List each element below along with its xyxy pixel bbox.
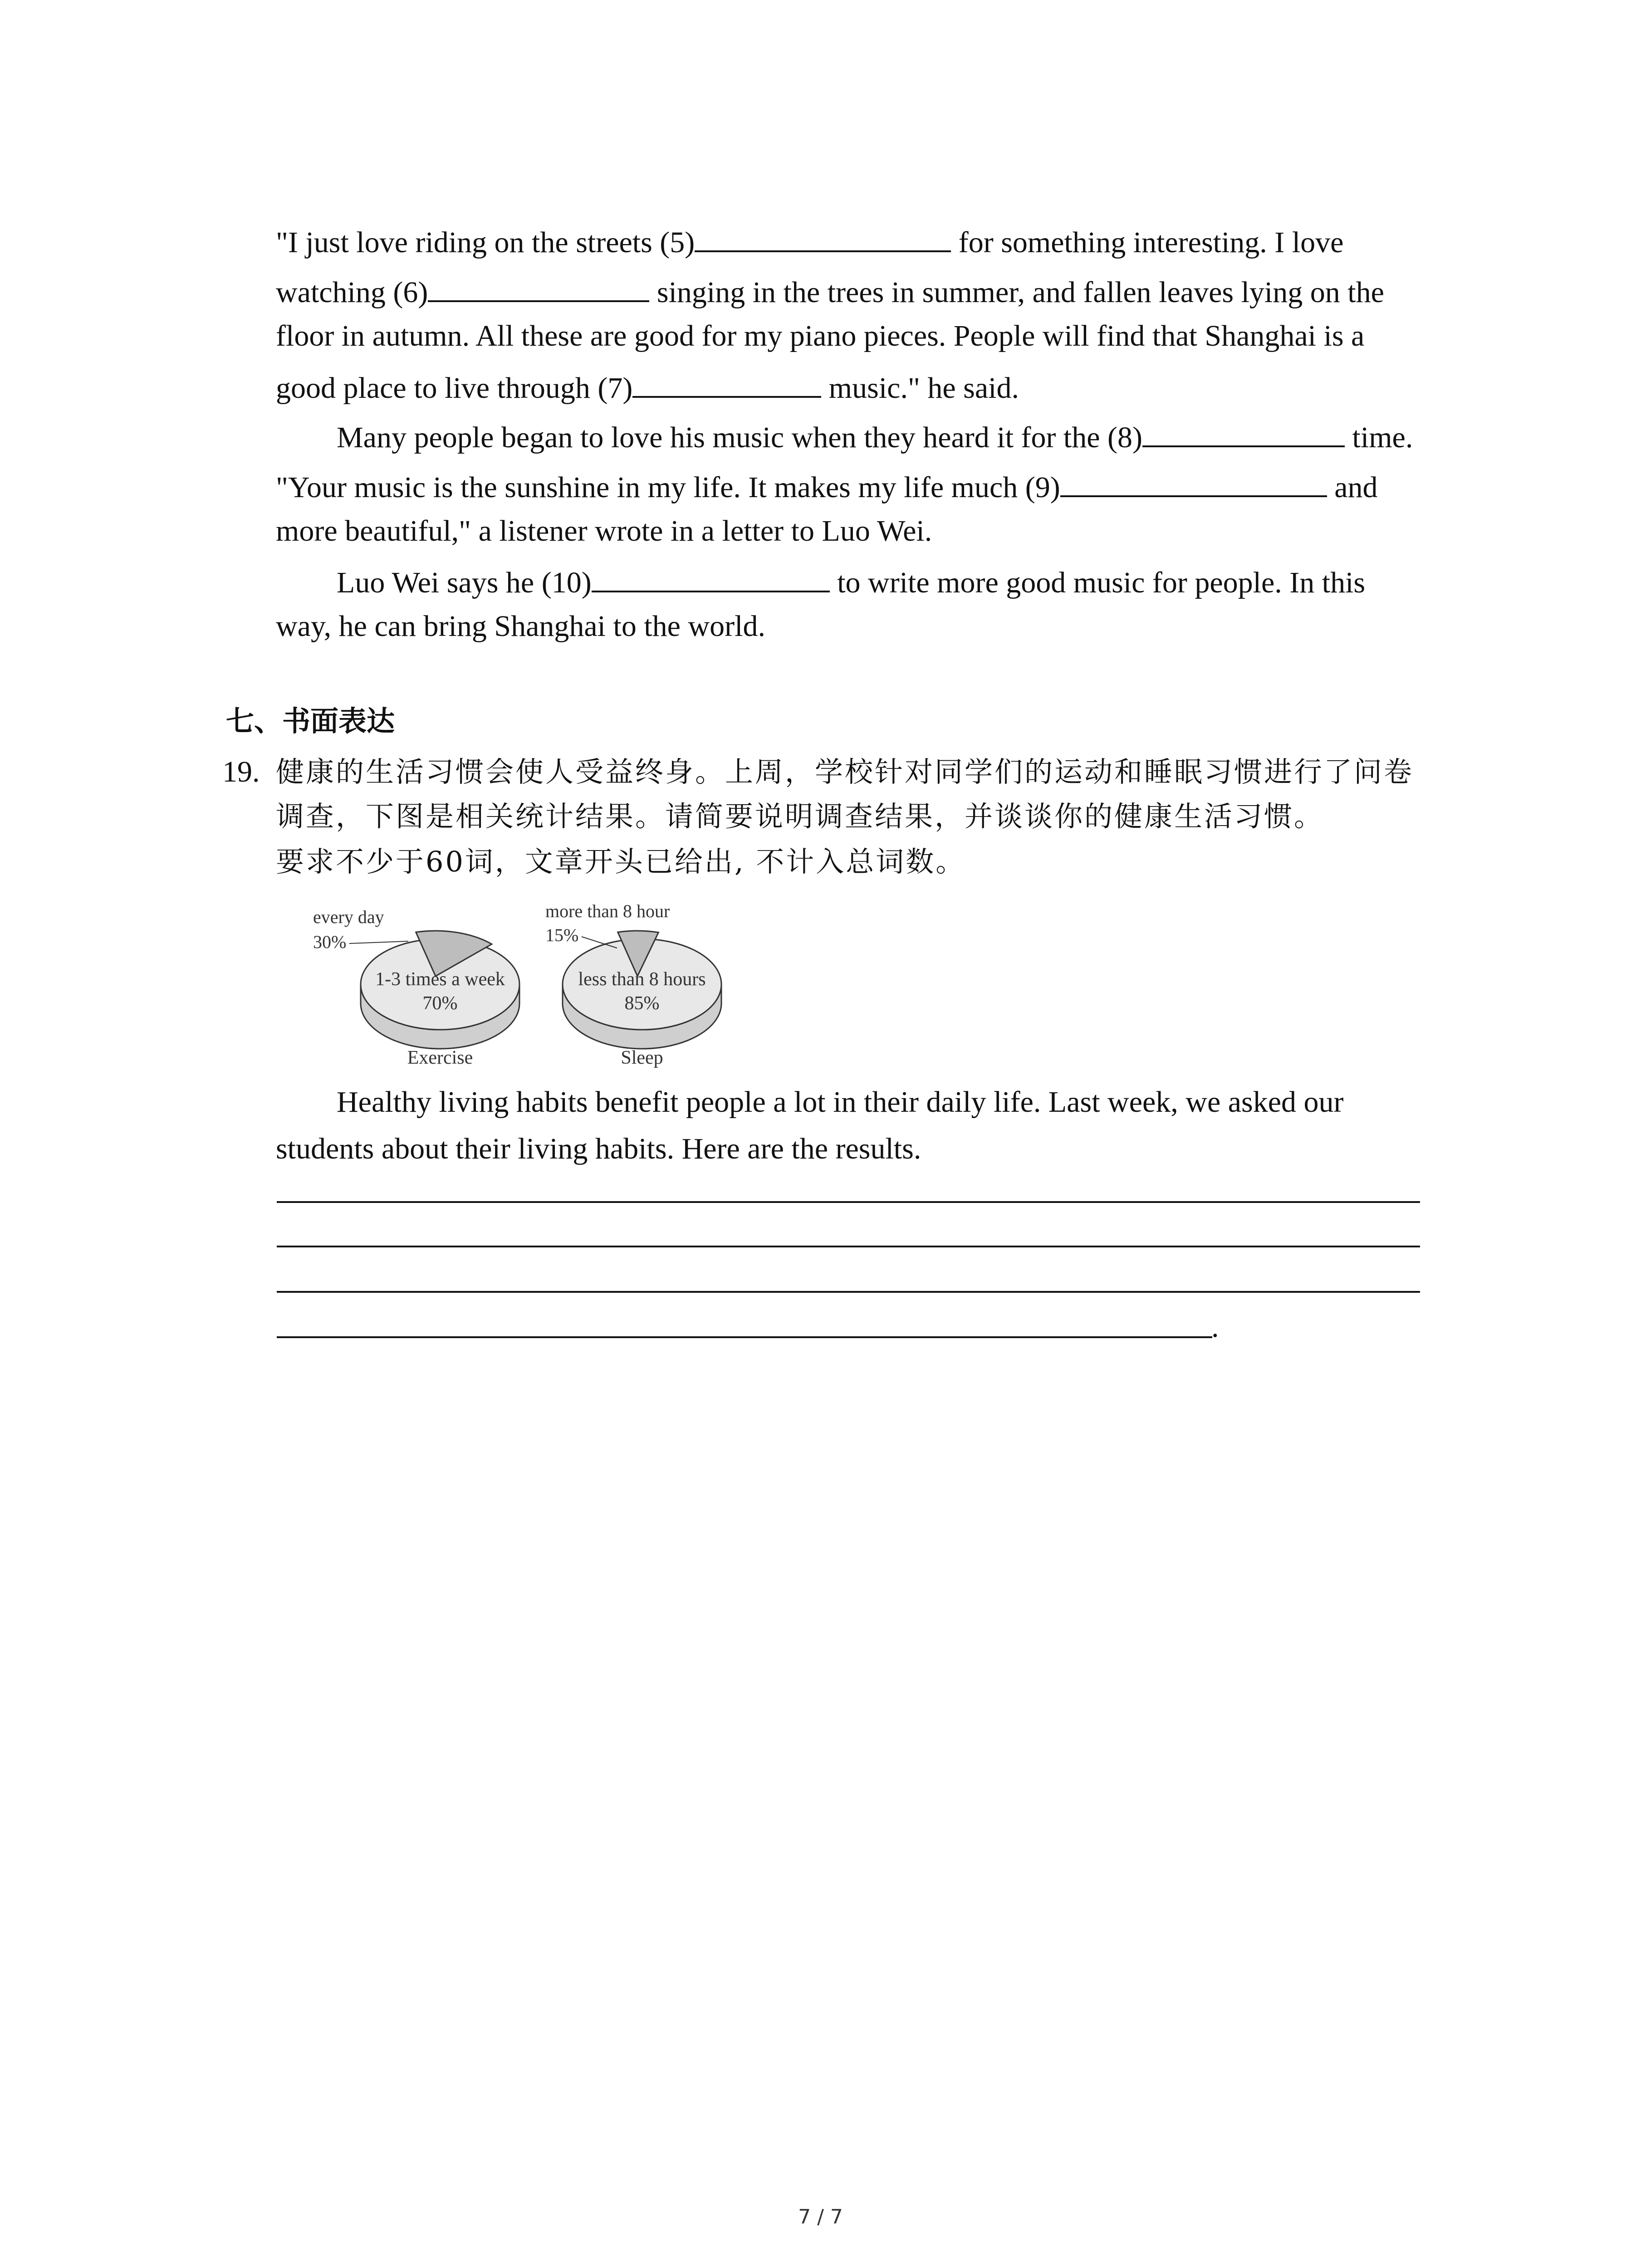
writing-line-3[interactable] [277, 1291, 1420, 1293]
question-prompt-line-3: 要求不少于60词，文章开头已给出, 不计入总词数。 [276, 845, 966, 878]
passage-text: and [1334, 471, 1378, 504]
writing-end-period: . [1211, 1310, 1219, 1344]
pie-major-value: 85% [624, 993, 660, 1014]
passage-text: music." he said. [828, 371, 1019, 405]
blank-7[interactable] [632, 364, 821, 398]
sleep-pie-chart [545, 901, 721, 1068]
blank-10[interactable] [592, 559, 830, 592]
essay-intro-line-2: students about their living habits. Here are the results. [276, 1132, 921, 1165]
pie-minor-label: every day [313, 907, 384, 927]
pie-major-value: 70% [422, 993, 458, 1014]
passage-text: time. [1352, 421, 1413, 454]
page-number: 7 / 7 [798, 2205, 843, 2229]
question-prompt-line-1: 健康的生活习惯会使人受益终身。上周，学校针对同学们的运动和睡眠习惯进行了问卷 [276, 755, 1414, 788]
pie-major-label: 1-3 times a week [375, 969, 505, 990]
passage-text: Luo Wei says he (10) [337, 566, 592, 599]
passage-text: way, he can bring Shanghai to the world. [276, 610, 765, 643]
passage-text: "I just love riding on the streets (5) [276, 226, 695, 259]
passage-text: floor in autumn. All these are good for my piano pieces. People will find that Shanghai is a [276, 319, 1365, 352]
passage-text: "Your music is the sunshine in my life. It makes my life much (9) [276, 471, 1060, 504]
passage-line-3 [276, 316, 1364, 357]
passage-text: more beautiful," a listener wrote in a letter to Luo Wei. [276, 514, 932, 547]
section-heading: 七、书面表达 [226, 704, 395, 738]
passage-text: good place to live through (7) [276, 371, 633, 405]
blank-9[interactable] [1060, 464, 1327, 497]
essay-intro-line-1: Healthy living habits benefit people a lot in their daily life. Last week, we asked our [337, 1085, 1344, 1119]
passage-text: watching (6) [276, 276, 428, 309]
question-number: 19. [222, 755, 260, 788]
blank-8[interactable] [1142, 414, 1345, 447]
passage-line-9 [276, 606, 765, 647]
exercise-pie-chart [313, 907, 519, 1068]
passage-line-8 [337, 559, 1365, 603]
passage-text: for something interesting. I love [958, 226, 1344, 259]
writing-line-1[interactable] [277, 1201, 1420, 1203]
passage-text: to write more good music for people. In this [837, 566, 1366, 599]
blank-5[interactable] [695, 219, 951, 252]
pie-minor-label: more than 8 hour [545, 901, 670, 921]
passage-line-4 [276, 364, 1019, 409]
leader-line [349, 941, 408, 943]
pie-major-label: less than 8 hours [578, 969, 706, 990]
pie-minor-value: 15% [545, 925, 579, 945]
passage-line-1 [276, 219, 1343, 263]
passage-line-6 [276, 464, 1378, 508]
passage-text: Many people began to love his music when they heard it for the (8) [337, 421, 1143, 454]
passage-text: singing in the trees in summer, and fallen leaves lying on the [656, 276, 1384, 309]
passage-line-5 [337, 414, 1413, 458]
pie-charts [299, 896, 753, 1077]
passage-line-2 [276, 269, 1384, 313]
pie-title: Exercise [407, 1047, 473, 1068]
passage-line-7 [276, 511, 932, 552]
blank-6[interactable] [428, 269, 649, 302]
writing-line-2[interactable] [277, 1246, 1420, 1247]
pie-title: Sleep [621, 1047, 663, 1068]
question-prompt-line-2: 调查，下图是相关统计结果。请简要说明调查结果，并谈谈你的健康生活习惯。 [276, 800, 1324, 833]
pie-minor-value: 30% [313, 932, 347, 952]
writing-line-4[interactable] [277, 1336, 1212, 1338]
